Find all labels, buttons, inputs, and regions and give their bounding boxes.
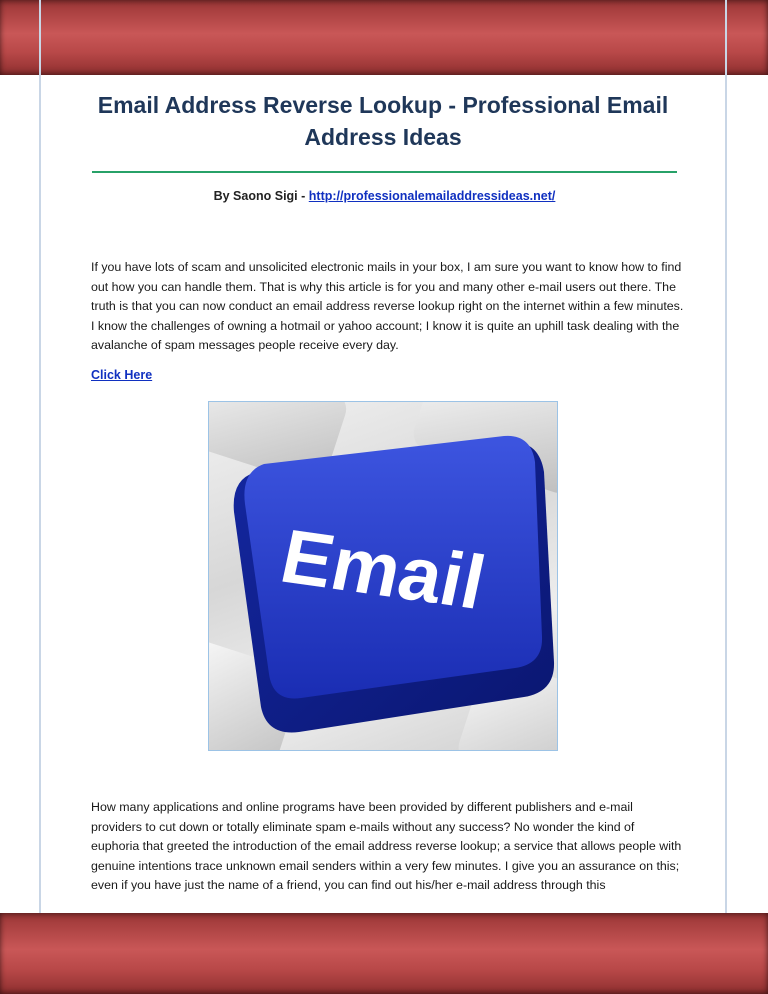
email-key-image <box>208 401 558 751</box>
right-margin-line <box>725 0 727 994</box>
key-label: Email <box>273 514 493 626</box>
header-band <box>0 0 768 75</box>
byline <box>92 189 677 203</box>
email-key-illustration <box>209 402 557 750</box>
page-title: Email Address Reverse Lookup - Professional Email Address Ideas <box>97 92 669 150</box>
paragraph-body: How many applications and online programs have been provided by different publishers and e-mail providers to cut down or totally eliminate spam e-mails without any success? No wonder the kind of euphoria that greeted the introduction of the email address reverse lookup; a service that allows people with genuine intentions trace unknown email senders within a very few minutes. I give you an assurance on this; even if you have just the name of a friend, you can find out his/her e-mail address through this <box>91 800 682 892</box>
paragraph-intro: If you have lots of scam and unsolicited electronic mails in your box, I am sure you want to know how to find out how you can handle them. That is why this article is for you and many other e-mail users out there. The truth is that you can now conduct an email address reverse lookup right on the internet within a few minutes. I know the challenges of owning a hotmail or yahoo account; I know it is quite an uphill task dealing with the avalanche of spam messages people receive every day. <box>91 260 684 352</box>
footer-band <box>0 913 768 994</box>
byline-author: By Saono Sigi - <box>213 189 309 203</box>
byline-link[interactable]: http://professionalemailaddressideas.net/ <box>308 189 556 203</box>
title-divider <box>92 171 677 173</box>
click-here-link[interactable]: Click Here <box>91 368 153 382</box>
left-margin-line <box>39 0 41 994</box>
